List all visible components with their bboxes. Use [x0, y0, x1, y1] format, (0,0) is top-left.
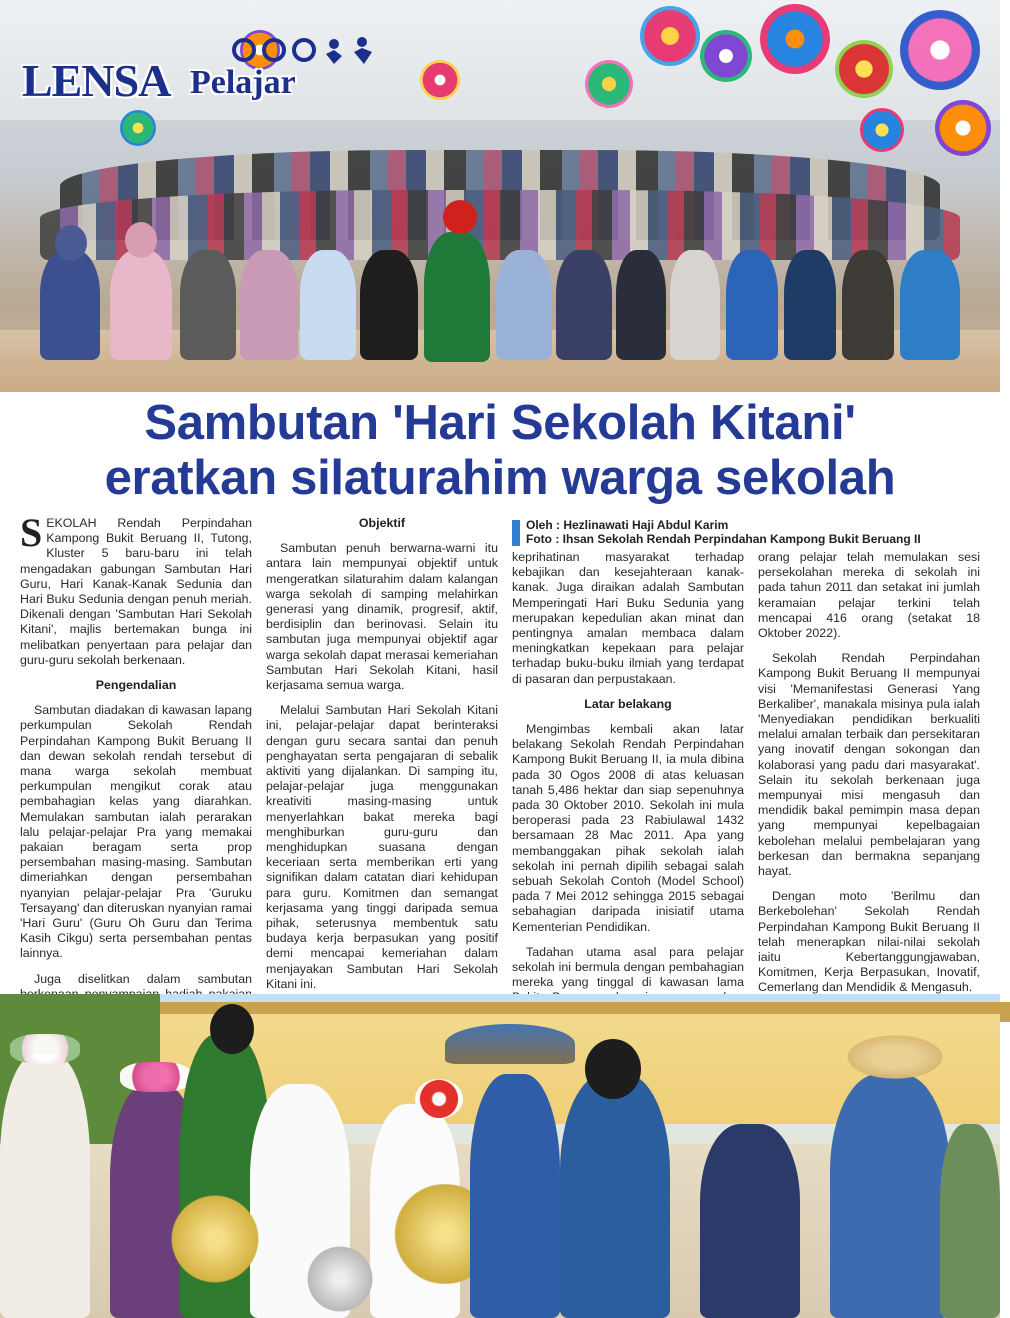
article-column-2: [266, 516, 498, 994]
flower-crown: [10, 1034, 80, 1064]
body-paragraph: keprihatinan masyarakat terhadap kebajikan dan kesejahteraan kanak-kanak. Juga diraikan adalah Sambutan Memperingati Hari Buku Sedunia yang merupakan kepedulian akan minat dan pentingnya amalan membaca dalam meningkatkan kepekaan para pelajar terhadap buku-buku ilmiah yang terdapat di pasaran dan perpustakaan.: [512, 550, 744, 686]
paper-flower: [420, 60, 460, 100]
paper-flower: [700, 30, 752, 82]
section-heading-latar-belakang: Latar belakang: [584, 696, 672, 711]
student-figure: [700, 1124, 800, 1318]
silver-pompom: [300, 1244, 380, 1314]
article-column-1: [20, 510, 252, 994]
dropcap: S: [20, 510, 43, 555]
intro-paragraph: [20, 510, 252, 668]
body-paragraph: Sekolah Rendah Perpindahan Kampong Bukit Beruang II mempunyai visi 'Memanifestasi Generasi Yang Berkaliber', manakala misinya pula ialah 'Menyediakan pendidikan berkualiti melalui amalan terbaik dan persekitaran yang inovatif dengan sokongan dan kolaborasi yang padu dari masyarakat'. Selain itu sekolah berkenaan juga mempunyai misi mengasuh dan mendidik bakal pemimpin masa depan yang mempunyai kepelbagaian kebolehan melalui pembelajaran yang berkesan dan bermakna sepanjang hayat.: [758, 651, 980, 879]
teacher-figure: [842, 250, 894, 360]
red-white-flower: [415, 1079, 463, 1119]
students-photo: [0, 994, 1000, 1318]
brand-sub-text: Pelajar: [190, 64, 296, 101]
paper-flower: [835, 40, 893, 98]
teacher-figure-green: [424, 232, 490, 362]
teacher-figure: [496, 250, 552, 360]
body-paragraph: Mengimbas kembali akan latar belakang Sekolah Rendah Perpindahan Kampong Bukit Beruang II, ia mula dibina pada 30 Ogos 2008 di atas keluasan tanah 5,486 hektar dan siap sepenuhnya pada 30 Oktober 2010. Sekolah ini mula beroperasi pada 23 Rabiulawal 1432 bersamaan 28 Mac 2011. Apa yang membanggakan pihak sekolah ialah sekolah ini pernah dipilih sebagai salah sebuah Sekolah Contoh (Model School) pada 7 Mei 2012 sehingga 2015 sebagai sebahagian daripada inisiatif utama Kementerian Pendidikan.: [512, 722, 744, 934]
article-column-4: [758, 550, 980, 994]
teacher-figure: [616, 250, 666, 360]
teacher-figure: [360, 250, 418, 360]
decorated-hat: [445, 1024, 575, 1064]
teacher-figure: [784, 250, 836, 360]
body-paragraph: Melalui Sambutan Hari Sekolah Kitani ini, pelajar-pelajar dapat berinteraksi dengan guru secara santai dan penuh penghayatan serta pengajaran di sebalik aktiviti yang dijalankan. Di samping itu, pelajar-pelajar juga menggunakan kreativiti masing-masing untuk menyerlahkan bakat mereka bagi menghiburkan guru-guru dan menghidupkan suasana dengan keceriaan serta memberikan erti yang signifikan dalam catatan diari kehidupan para guru. Komitmen dan semangat kerjasama yang tinggi daripada semua pihak, seterusnya membentuk satu budaya kerja berpasukan yang positif demi mencapai kemeriahan dalam menjayakan Sambutan Hari Sekolah Kitani ini.: [266, 703, 498, 991]
page-headline: [0, 396, 1000, 506]
paper-flower: [900, 10, 980, 90]
student-figure: [0, 1054, 90, 1318]
gold-pompom: [160, 1194, 270, 1284]
crowd-middle-rows: [40, 190, 960, 260]
student-figure: [940, 1124, 1000, 1318]
student-figure: [560, 1074, 670, 1318]
body-paragraph: orang pelajar telah memulakan sesi persekolahan mereka di sekolah ini pada tahun 2011 dan setakat ini jumlah keramaian pelajar terkini telah mencapai 416 orang (setakat 18 Oktober 2022).: [758, 550, 980, 641]
paper-flower: [120, 110, 156, 146]
teacher-figure: [180, 250, 236, 360]
byline-author: Oleh : Hezlinawati Haji Abdul Karim: [526, 518, 729, 532]
lensa-pelajar-logo: [22, 20, 382, 110]
article-column-3: [512, 550, 744, 994]
paper-flower: [640, 6, 700, 66]
student-figure: [470, 1074, 560, 1318]
headline-line-1: Sambutan 'Hari Sekolah Kitani': [144, 396, 856, 450]
paper-flower: [860, 108, 904, 152]
headline-line-2: eratkan silaturahim warga sekolah: [104, 451, 896, 505]
paper-flower: [935, 100, 991, 156]
paper-flower: [585, 60, 633, 108]
body-paragraph: Juga diselitkan dalam sambutan: [34, 971, 252, 986]
flower-crown: [120, 1062, 192, 1092]
red-flower-hat: [443, 200, 477, 234]
paper-flower: [760, 4, 830, 74]
body-paragraph: Dengan moto 'Berilmu dan Berkebolehan' Sekolah Rendah Perpindahan Kampong Bukit Beruang II telah menerapkan nilai-nilai sekolah iaitu Kebertanggungjawaban, Komitmen, Kerja Berpasukan, Inovatif, Cemerlang dan Mendidik & Mengasuh.: [758, 889, 980, 995]
teacher-figure: [556, 250, 612, 360]
teacher-figure: [110, 250, 172, 360]
student-figure: [830, 1074, 950, 1318]
teacher-figure: [300, 250, 356, 360]
body-paragraph: Tadahan utama asal para pelajar sekolah ini bermula dengan pembahagian mereka yang tinggal di kawasan lama: [512, 944, 744, 990]
brand-main-text: LENSA: [22, 55, 171, 106]
teacher-figure: [670, 250, 720, 360]
student-head: [585, 1039, 641, 1099]
group-photo: [0, 0, 1000, 392]
body-paragraph: Sambutan diadakan di kawasan lapang perkumpulan Sekolah Rendah Perpindahan Kampong Bukit Beruang II dan dewan sekolah rendah tersebut di mana warga sekolah membuat perkumpulan mengikut corak atau pembahagian kelas yang diarahkan. Memulakan sambutan ialah perarakan lalu pelajar-pelajar Pra yang memakai pakaian beragam serta prop persembahan masing-masing. Sambutan dimeriahkan dengan persembahan nyanyian pelajar-pelajar Pra 'Guruku Tersayang' dan diteruskan nyanyian ramai 'Hari Guru' (Guru Oh Guru dan Terima Kasih Cikgu) serta persembahan pentas lainnya.: [20, 703, 252, 961]
section-heading-objektif: Objektif: [358, 516, 406, 530]
straw-hat: [840, 1032, 950, 1082]
teacher-head: [55, 225, 87, 261]
body-paragraph: Sambutan penuh berwarna-warni itu antara lain mempunyai objektif untuk mengeratkan silaturahim dalam kalangan warga sekolah di samping melahirkan generasi yang dinamik, progresif, aktif, berdisiplin dan berinovasi. Selain itu sambutan juga mempunyai objektif agar warga sekolah dapat merasai kemeriahan Sambutan Hari Sekolah Kitani, hasil kerjasama semua warga.: [266, 541, 498, 693]
intro-text: EKOLAH Rendah Perpindahan Kampong Bukit Beruang II, Tutong, Kluster 5 baru-baru ini telah mengadakan gabungan Sambutan Hari Guru, Hari Kanak-Kanak Sedunia dan Hari Buku Sedunia dengan penuh meriah. Dikenali dengan 'Sambutan Hari Sekolah Kitani', majlis bertemakan bunga ini melibatkan penyertaan para pelajar dan guru-guru sekolah berkenaan.: [20, 516, 252, 667]
byline: [512, 518, 982, 546]
teacher-head: [125, 222, 157, 258]
byline-photo-credit: Foto : Ihsan Sekolah Rendah Perpindahan Kampong Bukit Beruang II: [526, 532, 921, 546]
teacher-figure: [40, 250, 100, 360]
teacher-figure: [726, 250, 778, 360]
section-heading-pengendalian: Pengendalian: [95, 678, 177, 693]
teacher-figure: [240, 250, 298, 360]
teacher-figure: [900, 250, 960, 360]
teacher-head: [210, 1004, 254, 1054]
